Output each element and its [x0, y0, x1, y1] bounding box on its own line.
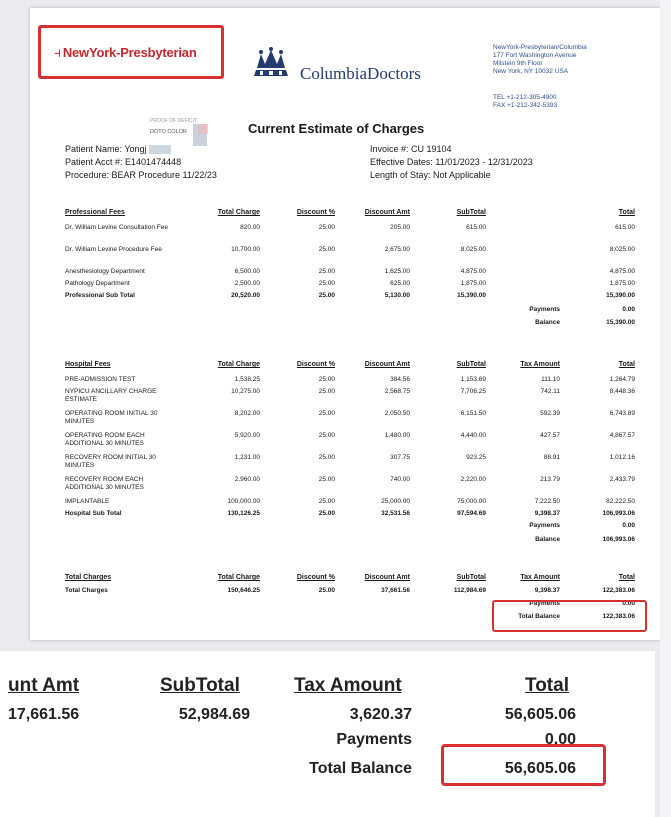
zoom-tax: 3,620.37	[349, 706, 412, 723]
balance-value: 15,390.00	[606, 319, 635, 326]
col-header: Total Charge	[217, 209, 260, 216]
nyp-logo-box	[38, 25, 224, 79]
fee-total: 6,743.89	[609, 410, 635, 417]
fee-disc: 307.75	[390, 454, 410, 461]
subtotal-total: 106,993.06	[602, 510, 635, 517]
fee-total: 1,012.16	[609, 454, 635, 461]
fee-sub: 2,220.00	[460, 476, 486, 483]
subtotal-label: Professional Sub Total	[65, 292, 135, 299]
fee-disc: 1,625.00	[384, 268, 410, 275]
subtotal-sub: 97,594.69	[457, 510, 486, 517]
zoom-disc: 17,661.56	[8, 706, 80, 723]
zoom-payments-label: Payments	[336, 731, 412, 748]
total-balance-value: 122,383.06	[602, 613, 635, 620]
fee-sub: 4,440.00	[460, 432, 486, 439]
fee-tax: 592.39	[540, 410, 560, 417]
fee-tax: 213.79	[540, 476, 560, 483]
total-sub: 112,984.69	[453, 587, 486, 594]
fee-total: 1,875.00	[609, 280, 635, 287]
fee-label: RECOVERY ROOM EACH ADDITIONAL 30 MINUTES	[65, 476, 144, 491]
fee-total: 2,433.79	[609, 476, 635, 483]
procedure: Procedure: BEAR Procedure 11/22/23	[65, 170, 217, 180]
zoom-total: 56,605.06	[504, 706, 576, 723]
balance-label: Balance	[535, 536, 560, 543]
zoom-header-total: Total	[525, 675, 569, 696]
address-line: New York, NY 10032 USA	[493, 68, 569, 75]
subtotal-disc: 5,130.00	[384, 292, 410, 299]
fee-label: Anesthesiology Department	[65, 268, 145, 275]
fee-label: Dr. William Levine Procedure Fee	[65, 246, 162, 253]
subtotal-tax: 9,398.37	[534, 510, 560, 517]
payments-label: Payments	[529, 600, 560, 607]
patient-info-left	[65, 143, 217, 182]
fee-sub: 1,153.69	[460, 376, 486, 383]
payments-label: Payments	[529, 522, 560, 529]
address-line: 177 Fort Washington Avenue	[493, 52, 577, 59]
fee-label: OPERATING ROOM EACH ADDITIONAL 30 MINUTES	[65, 432, 145, 447]
zoom-payments: 0.00	[544, 731, 576, 748]
fee-disc: 25,000.00	[381, 498, 410, 505]
fee-total: 82,222.50	[606, 498, 635, 505]
patient-info-right	[370, 143, 533, 182]
fee-charge: 5,920.00	[234, 432, 260, 439]
col-header: Total	[618, 574, 635, 581]
highlight-box	[492, 600, 647, 632]
total-label: Total Charges	[65, 587, 108, 594]
col-header: Discount Amt	[364, 209, 410, 216]
fee-charge: 2,960.00	[234, 476, 260, 483]
estimate-document	[30, 8, 660, 640]
fee-charge: 8,202.00	[234, 410, 260, 417]
col-header: Tax Amount	[520, 574, 560, 581]
col-header: Total Charges	[65, 574, 112, 581]
fee-disc: 2,050.50	[384, 410, 410, 417]
stamp-top: PROOF OF DEFICIT	[150, 118, 197, 124]
address-line: Milstein 9th Floor	[493, 60, 543, 67]
length-of-stay: Length of Stay: Not Applicable	[370, 170, 491, 180]
fee-pct: 25.00	[318, 476, 335, 483]
columbia-crown-icon	[252, 46, 290, 80]
col-header: Discount %	[296, 209, 335, 216]
effective-dates: Effective Dates: 11/01/2023 - 12/31/2023	[370, 157, 533, 167]
col-header: SubTotal	[456, 361, 486, 368]
subtotal-charge: 130,126.25	[227, 510, 260, 517]
invoice-number: Invoice #: CU 19104	[370, 144, 452, 154]
fee-sub: 7,706.25	[460, 388, 486, 395]
fee-tax: 742.11	[540, 388, 560, 395]
col-header: SubTotal	[456, 209, 486, 216]
phone: TEL +1-212-305-4900	[493, 94, 557, 101]
subtotal-charge: 20,520.00	[231, 292, 260, 299]
fee-total: 4,867.57	[609, 432, 635, 439]
fee-charge: 2,500.00	[234, 280, 260, 287]
columbia-doctors-logo: ColumbiaDoctors	[300, 64, 421, 83]
fee-label: Dr. William Levine Consultation Fee	[65, 224, 168, 231]
fee-charge: 10,700.00	[231, 246, 260, 253]
fee-sub: 4,875.00	[460, 268, 486, 275]
col-header: Discount %	[296, 574, 335, 581]
fee-charge: 6,500.00	[234, 268, 260, 275]
redaction-blur	[198, 124, 208, 134]
fee-charge: 100,000.00	[227, 498, 260, 505]
fee-disc: 2,568.75	[384, 388, 410, 395]
fee-sub: 923.25	[466, 454, 486, 461]
fee-label: Pathology Department	[65, 280, 130, 287]
subtotal-total: 15,390.00	[606, 292, 635, 299]
col-header: Discount Amt	[364, 574, 410, 581]
zoom-header-sub: SubTotal	[160, 675, 240, 696]
fee-tax: 88.91	[543, 454, 560, 461]
fee-total: 8,025.00	[609, 246, 635, 253]
balance-value: 106,993.06	[602, 536, 635, 543]
fee-disc: 2,675.00	[384, 246, 410, 253]
payments-label: Payments	[529, 306, 560, 313]
fee-disc: 1,480.00	[384, 432, 410, 439]
zoom-sub: 52,984.69	[178, 706, 250, 723]
fee-total: 615.00	[615, 224, 635, 231]
col-header: Total	[618, 209, 635, 216]
total-total: 122,383.06	[602, 587, 635, 594]
zoomed-crop	[0, 651, 655, 817]
subtotal-disc: 32,531.56	[381, 510, 410, 517]
fee-label: RECOVERY ROOM INITIAL 30 MINUTES	[65, 454, 156, 469]
subtotal-pct: 25.00	[318, 510, 335, 517]
nyp-logo-icon: ⫞	[54, 43, 61, 60]
zoom-header-tax: Tax Amount	[294, 675, 402, 696]
document-title: Current Estimate of Charges	[248, 121, 425, 136]
zoom-highlight-box	[441, 744, 606, 786]
fee-sub: 8,025.00	[460, 246, 486, 253]
fee-total: 1,264.79	[609, 376, 635, 383]
fee-pct: 25.00	[318, 454, 335, 461]
fee-pct: 25.00	[318, 268, 335, 275]
fee-disc: 384.56	[390, 376, 410, 383]
fee-disc: 205.00	[390, 224, 410, 231]
col-header: SubTotal	[456, 574, 486, 581]
fee-label: PRE-ADMISSION TEST	[65, 376, 136, 383]
col-header: Total	[618, 361, 635, 368]
fee-charge: 820.00	[240, 224, 260, 231]
fee-charge: 1,231.00	[234, 454, 260, 461]
fee-pct: 25.00	[318, 224, 335, 231]
col-header: Hospital Fees	[65, 361, 111, 368]
total-disc: 37,661.56	[381, 587, 410, 594]
payments-value: 0.00	[622, 306, 635, 313]
fee-tax: 7,222.50	[534, 498, 560, 505]
name-redaction	[149, 145, 171, 154]
subtotal-label: Hospital Sub Total	[65, 510, 122, 517]
total-balance-label: Total Balance	[518, 613, 560, 620]
fee-tax: 111.10	[541, 376, 560, 383]
subtotal-sub: 15,390.00	[457, 292, 486, 299]
fee-label: NYPICU ANCILLARY CHARGE ESTIMATE	[65, 388, 157, 403]
fee-total: 8,448.36	[609, 388, 635, 395]
patient-acct: Patient Acct #: E1401474448	[65, 157, 182, 167]
fee-label: IMPLANTABLE	[65, 498, 110, 505]
address-line: NewYork-Presbyterian/Columbia	[493, 44, 587, 51]
col-header: Discount Amt	[364, 361, 410, 368]
fee-pct: 25.00	[318, 410, 335, 417]
fee-pct: 25.00	[318, 280, 335, 287]
col-header: Total Charge	[217, 361, 260, 368]
fee-charge: 1,538.25	[234, 376, 260, 383]
fee-pct: 25.00	[318, 246, 335, 253]
fee-sub: 1,875.00	[460, 280, 486, 287]
col-header: Tax Amount	[520, 361, 560, 368]
stamp-bottom: DOTO COLOR	[150, 129, 187, 135]
fee-sub: 6,151.50	[460, 410, 486, 417]
zoom-balance: 56,605.06	[504, 760, 576, 777]
nyp-logo-text: NewYork-Presbyterian	[62, 44, 197, 60]
fee-pct: 25.00	[318, 388, 335, 395]
fee-label: OPERATING ROOM INITIAL 30 MINUTES	[65, 410, 158, 425]
fee-disc: 740.00	[390, 476, 410, 483]
total-charge: 150,646.25	[227, 587, 260, 594]
col-header: Total Charge	[217, 574, 260, 581]
fax: FAX +1-212-342-5393	[493, 102, 558, 109]
fee-total: 4,875.00	[609, 268, 635, 275]
payments-value: 0.00	[622, 522, 635, 529]
col-header: Professional Fees	[65, 209, 125, 216]
fee-disc: 625.00	[390, 280, 410, 287]
zoom-header-disc: unt Amt	[8, 675, 80, 696]
zoom-balance-label: Total Balance	[309, 760, 412, 777]
payments-value: 0.00	[622, 600, 635, 607]
fee-pct: 25.00	[318, 376, 335, 383]
patient-name: Patient Name: Yongj	[65, 143, 217, 156]
hospital-fees-section	[30, 360, 660, 550]
professional-fees-section	[30, 208, 660, 338]
col-header: Discount %	[296, 361, 335, 368]
fee-charge: 10,275.00	[231, 388, 260, 395]
total-pct: 25.00	[318, 587, 335, 594]
total-tax: 9,398.37	[534, 587, 560, 594]
contact-block	[493, 94, 557, 110]
balance-label: Balance	[535, 319, 560, 326]
fee-pct: 25.00	[318, 432, 335, 439]
page-edge	[660, 0, 671, 817]
fee-sub: 615.00	[466, 224, 486, 231]
fee-tax: 427.57	[540, 432, 560, 439]
fee-pct: 25.00	[318, 498, 335, 505]
subtotal-pct: 25.00	[318, 292, 335, 299]
address-block	[493, 44, 587, 76]
fee-sub: 75,000.00	[457, 498, 486, 505]
